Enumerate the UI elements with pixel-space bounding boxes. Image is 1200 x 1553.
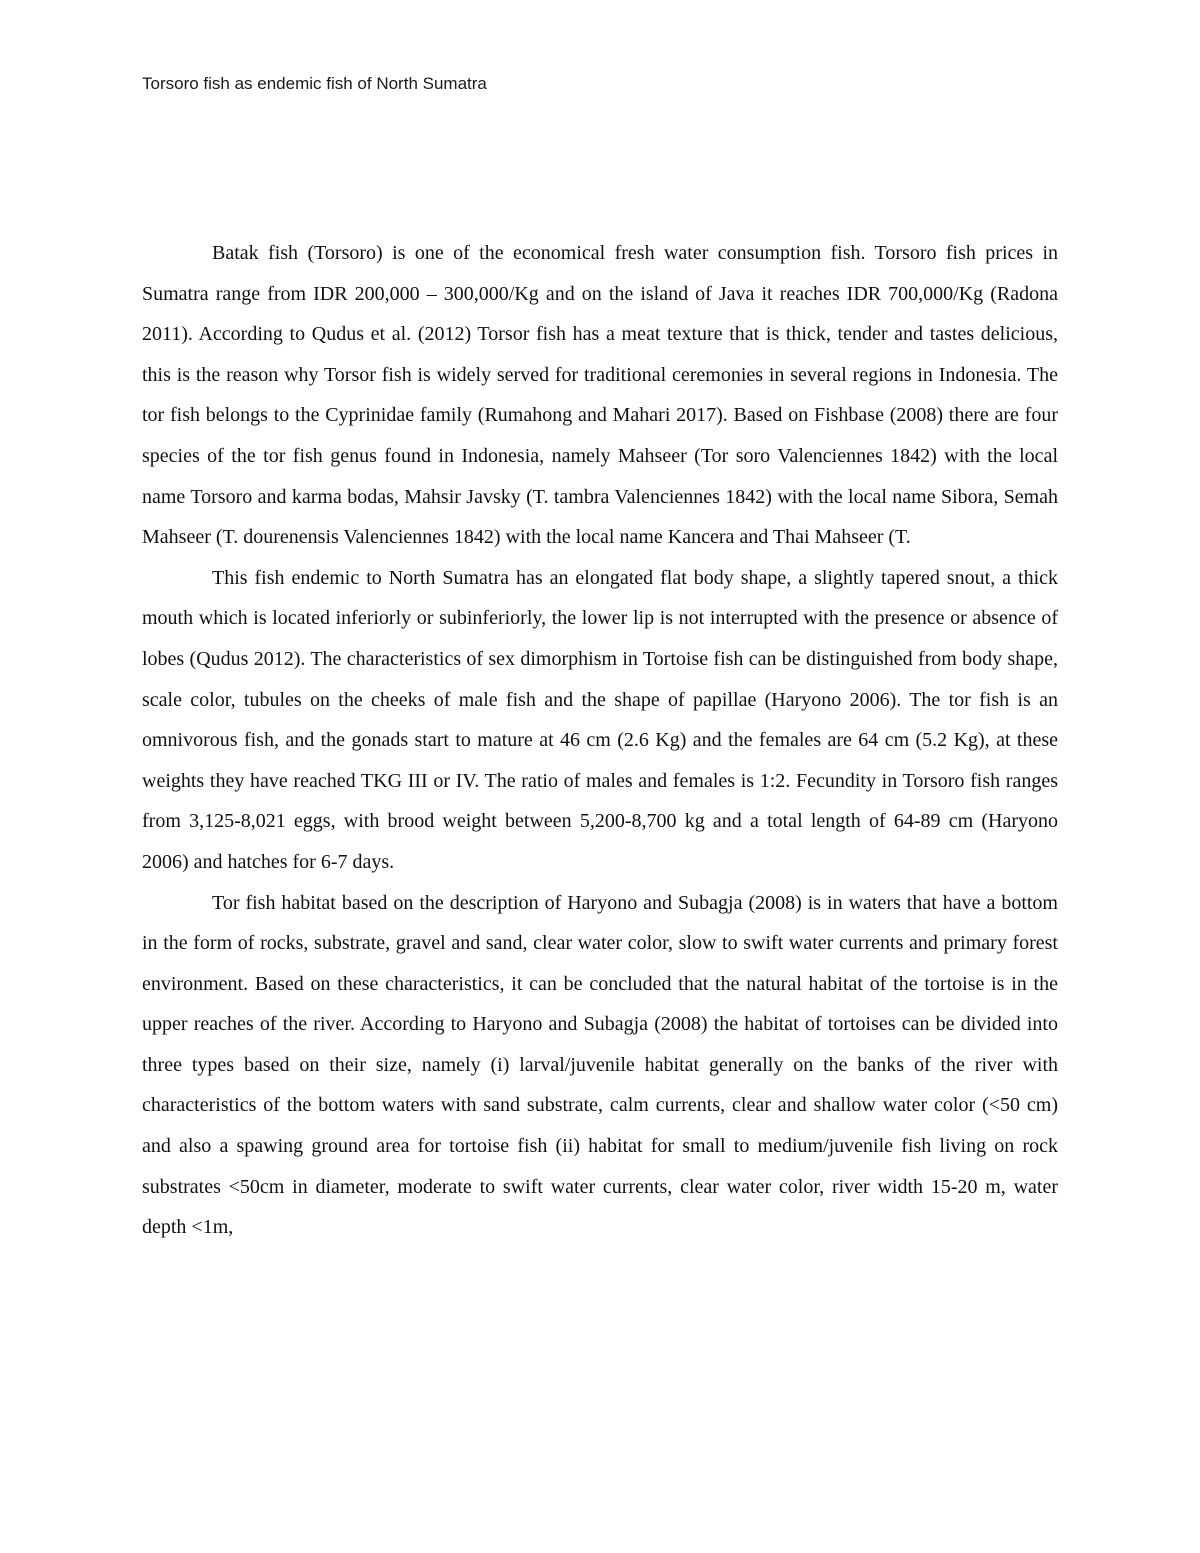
page-header: Torsoro fish as endemic fish of North Sumatra (142, 74, 487, 93)
paragraph-2: This fish endemic to North Sumatra has an elongated flat body shape, a slightly tapered snout, a thick mouth which is located inferiorly or subinferiorly, the lower lip is not interrupted with the presence or absence of lobes (Qudus 2012). The characteristics of sex dimorphism in Tortoise fish can be distinguished from body shape, scale color, tubules on the cheeks of male fish and the shape of papillae (Haryono 2006). The tor fish is an omnivorous fish, and the gonads start to mature at 46 cm (2.6 Kg) and the females are 64 cm (5.2 Kg), at these weights they have reached TKG III or IV. The ratio of males and females is 1:2. Fecundity in Torsoro fish ranges from 3,125-8,021 eggs, with brood weight between 5,200-8,700 kg and a total length of 64-89 cm (Haryono 2006) and hatches for 6-7 days. (142, 566, 1058, 873)
paragraph-1: Batak fish (Torsoro) is one of the economical fresh water consumption fish. Torsoro fish prices in Sumatra range from IDR 200,000 – 300,000/Kg and on the island of Java it reaches IDR 700,000/Kg (Radona 2011). According to Qudus et al. (2012) Torsor fish has a meat texture that is thick, tender and tastes delicious, this is the reason why Torsor fish is widely served for traditional ceremonies in several regions in Indonesia. The tor fish belongs to the Cyprinidae family (Rumahong and Mahari 2017). Based on Fishbase (2008) there are four species of the tor fish genus found in Indonesia, namely Mahseer (Tor soro Valenciennes 1842) with the local name Torsoro and karma bodas, Mahsir Javsky (T. tambra Valenciennes 1842) with the local name Sibora, Semah Mahseer (T. dourenensis Valenciennes 1842) with the local name Kancera and Thai Mahseer (T. (142, 242, 1058, 549)
paragraph-3: Tor fish habitat based on the description of Haryono and Subagja (2008) is in waters that have a bottom in the form of rocks, substrate, gravel and sand, clear water color, slow to swift water currents and primary forest environment. Based on these characteristics, it can be concluded that the natural habitat of the tortoise is in the upper reaches of the river. According to Haryono and Subagja (2008) the habitat of tortoises can be divided into three types based on their size, namely (i) larval/juvenile habitat generally on the banks of the river with characteristics of the bottom waters with sand substrate, calm currents, clear and shallow water color (<50 cm) and also a spawing ground area for tortoise fish (ii) habitat for small to medium/juvenile fish living on rock substrates <50cm in diameter, moderate to swift water currents, clear water color, river width 15-20 m, water depth <1m, (142, 891, 1058, 1239)
document-body (142, 233, 1058, 1248)
